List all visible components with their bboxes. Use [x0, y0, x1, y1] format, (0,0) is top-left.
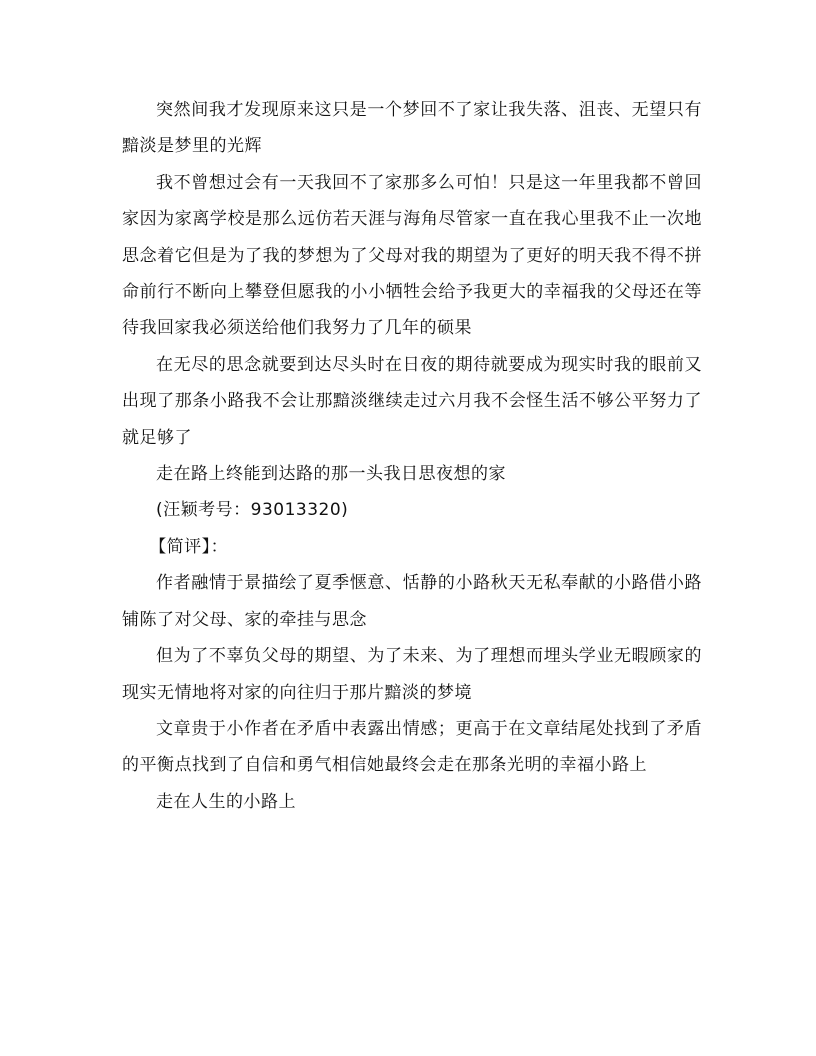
review-paragraph-scenery: 作者融情于景描绘了夏季惬意、恬静的小路秋天无私奉献的小路借小路铺陈了对父母、家的牵挂与思念: [122, 573, 702, 630]
paragraph-dream-awakening: 突然间我才发现原来这只是一个梦回不了家让我失落、沮丧、无望只有黯淡是梦里的光辉: [122, 100, 702, 157]
author-exam-number: (汪颖考号：93013320): [156, 500, 349, 521]
article-body: [122, 92, 702, 820]
review-paragraph-reality: 但为了不辜负父母的期望、为了未来、为了理想而埋头学业无暇顾家的现实无情地将对家的向往归于那片黯淡的梦境: [122, 646, 702, 703]
paragraph-homesick: 我不曾想过会有一天我回不了家那多么可怕！只是这一年里我都不曾回家因为家离学校是那么远仿若天涯与海角尽管家一直在我心里我不止一次地思念着它但是为了我的梦想为了父母对我的期望为了更好的明天我不得不拼命前行不断向上攀登但愿我的小小牺牲会给予我更大的幸福我的父母还在等待我回家我必须送给他们我努力了几年的硕果: [122, 172, 702, 339]
review-paragraph-conclusion: 文章贵于小作者在矛盾中表露出情感；更高于在文章结尾处找到了矛盾的平衡点找到了自信和勇气相信她最终会走在那条光明的幸福小路上: [122, 718, 702, 776]
next-article-title: 走在人生的小路上: [156, 791, 296, 812]
review-heading: 【简评】：: [149, 536, 229, 557]
paragraph-reach-home: 走在路上终能到达路的那一头我日思夜想的家: [156, 464, 506, 485]
paragraph-little-road: 在无尽的思念就要到达尽头时在日夜的期待就要成为现实时我的眼前又出现了那条小路我不会让那黯淡继续走过六月我不会怪生活不够公平努力了就足够了: [122, 354, 702, 448]
